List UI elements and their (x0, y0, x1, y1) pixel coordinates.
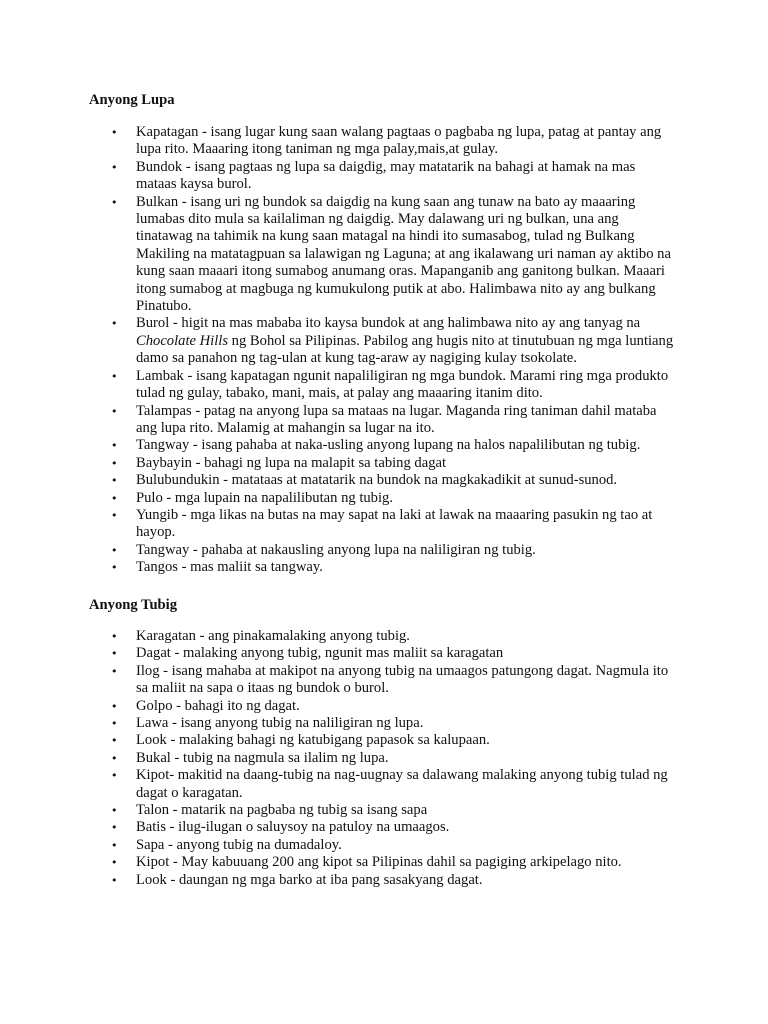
list-item: • Bulubundukin - matataas at matatarik na bundok na magkakadikit at sunud-sunod. (89, 472, 678, 489)
list-item (89, 315, 678, 367)
list-item: • Look - daungan ng mga barko at iba pang sasakyang dagat. (89, 872, 678, 889)
list-item: • Tangway - isang pahaba at naka-usling anyong lupang na halos napalilibutan ng tubig. (89, 437, 678, 454)
anyong-tubig-list (89, 628, 678, 889)
list-item: • Golpo - bahagi ito ng dagat. (89, 698, 678, 715)
list-item: • Ilog - isang mahaba at makipot na anyong tubig na umaagos patungong dagat. Nagmula ito sa maliit na sapa o itaas ng bundok o burol. (89, 663, 678, 698)
list-item: • Tangos - mas maliit sa tangway. (89, 559, 678, 576)
list-item: • Look - malaking bahagi ng katubigang papasok sa kalupaan. (89, 732, 678, 749)
list-item-text: Burol - higit na mas mababa ito kaysa bundok at ang halimbawa nito ay ang tanyag na (136, 315, 641, 332)
list-item: • Yungib - mga likas na butas na may sapat na laki at lawak na maaaring pasukin ng tao at hayop. (89, 507, 678, 542)
list-item: • Lambak - isang kapatagan ngunit napaliligiran ng mga bundok. Marami ring mga produkto tulad ng gulay, tabako, mani, mais, at palay ang maaaring itanim dito. (89, 368, 678, 403)
list-item-text: ng Bohol sa Pilipinas. Pabilog ang hugis nito at tinutubuan ng mga luntiang damo sa panahon ng tag-ulan at kung tag-araw ay nagiging kulay tsokolate. (136, 332, 674, 367)
list-item: • Baybayin - bahagi ng lupa na malapit sa tabing dagat (89, 455, 678, 472)
list-item: • Bukal - tubig na nagmula sa ilalim ng lupa. (89, 750, 678, 767)
list-item: • Kipot- makitid na daang-tubig na nag-uugnay sa dalawang malaking anyong tubig tulad ng dagat o karagatan. (89, 767, 678, 802)
list-item: • Pulo - mga lupain na napalilibutan ng tubig. (89, 490, 678, 507)
list-item: • Batis - ilug-ilugan o saluysoy na patuloy na umaagos. (89, 819, 678, 836)
list-item-italic-text: Chocolate Hills (136, 332, 229, 349)
list-item: • Tangway - pahaba at nakausling anyong lupa na naliligiran ng tubig. (89, 542, 678, 559)
section-heading-anyong-lupa: Anyong Lupa (89, 92, 175, 108)
list-item: • Bulkan - isang uri ng bundok sa daigdig na kung saan ang tunaw na bato ay maaaring lumabas dito mula sa kailaliman ng daigdig. May dalawang uri ng bulkan, una ang tinatawag na tahimik na kung saan matagal na hindi ito sumasabog, tulad ng Bulkang Makiling na matatagpuan sa lalawigan ng Laguna; at ang ikalawang uri naman ay aktibo na kung saan maaari itong sumabog anumang oras. Mapanganib ang ganitong bulkan. Maaari itong sumabog at magbuga ng kumukulong putik at abo. Halimbawa nito ay ang bulkang Pinatubo. (89, 194, 678, 316)
list-item: • Talon - matarik na pagbaba ng tubig sa isang sapa (89, 802, 678, 819)
list-item: • Dagat - malaking anyong tubig, ngunit mas maliit sa karagatan (89, 645, 678, 662)
list-item: • Sapa - anyong tubig na dumadaloy. (89, 837, 678, 854)
list-item: • Lawa - isang anyong tubig na naliligiran ng lupa. (89, 715, 678, 732)
list-item: • Bundok - isang pagtaas ng lupa sa daigdig, may matatarik na bahagi at hamak na mas mataas kaysa burol. (89, 159, 678, 194)
anyong-lupa-list (89, 124, 678, 577)
list-item: • Karagatan - ang pinakamalaking anyong tubig. (89, 628, 678, 645)
list-item: • Kipot - May kabuuang 200 ang kipot sa Pilipinas dahil sa pagiging arkipelago nito. (89, 854, 678, 871)
list-item: • Talampas - patag na anyong lupa sa mataas na lugar. Maganda ring taniman dahil mataba ang lupa rito. Malamig at mahangin sa lugar na ito. (89, 403, 678, 438)
list-item: • Kapatagan - isang lugar kung saan walang pagtaas o pagbaba ng lupa, patag at pantay ang lupa rito. Maaaring itong taniman ng mga palay,mais,at gulay. (89, 124, 678, 159)
section-heading-anyong-tubig: Anyong Tubig (89, 597, 178, 613)
